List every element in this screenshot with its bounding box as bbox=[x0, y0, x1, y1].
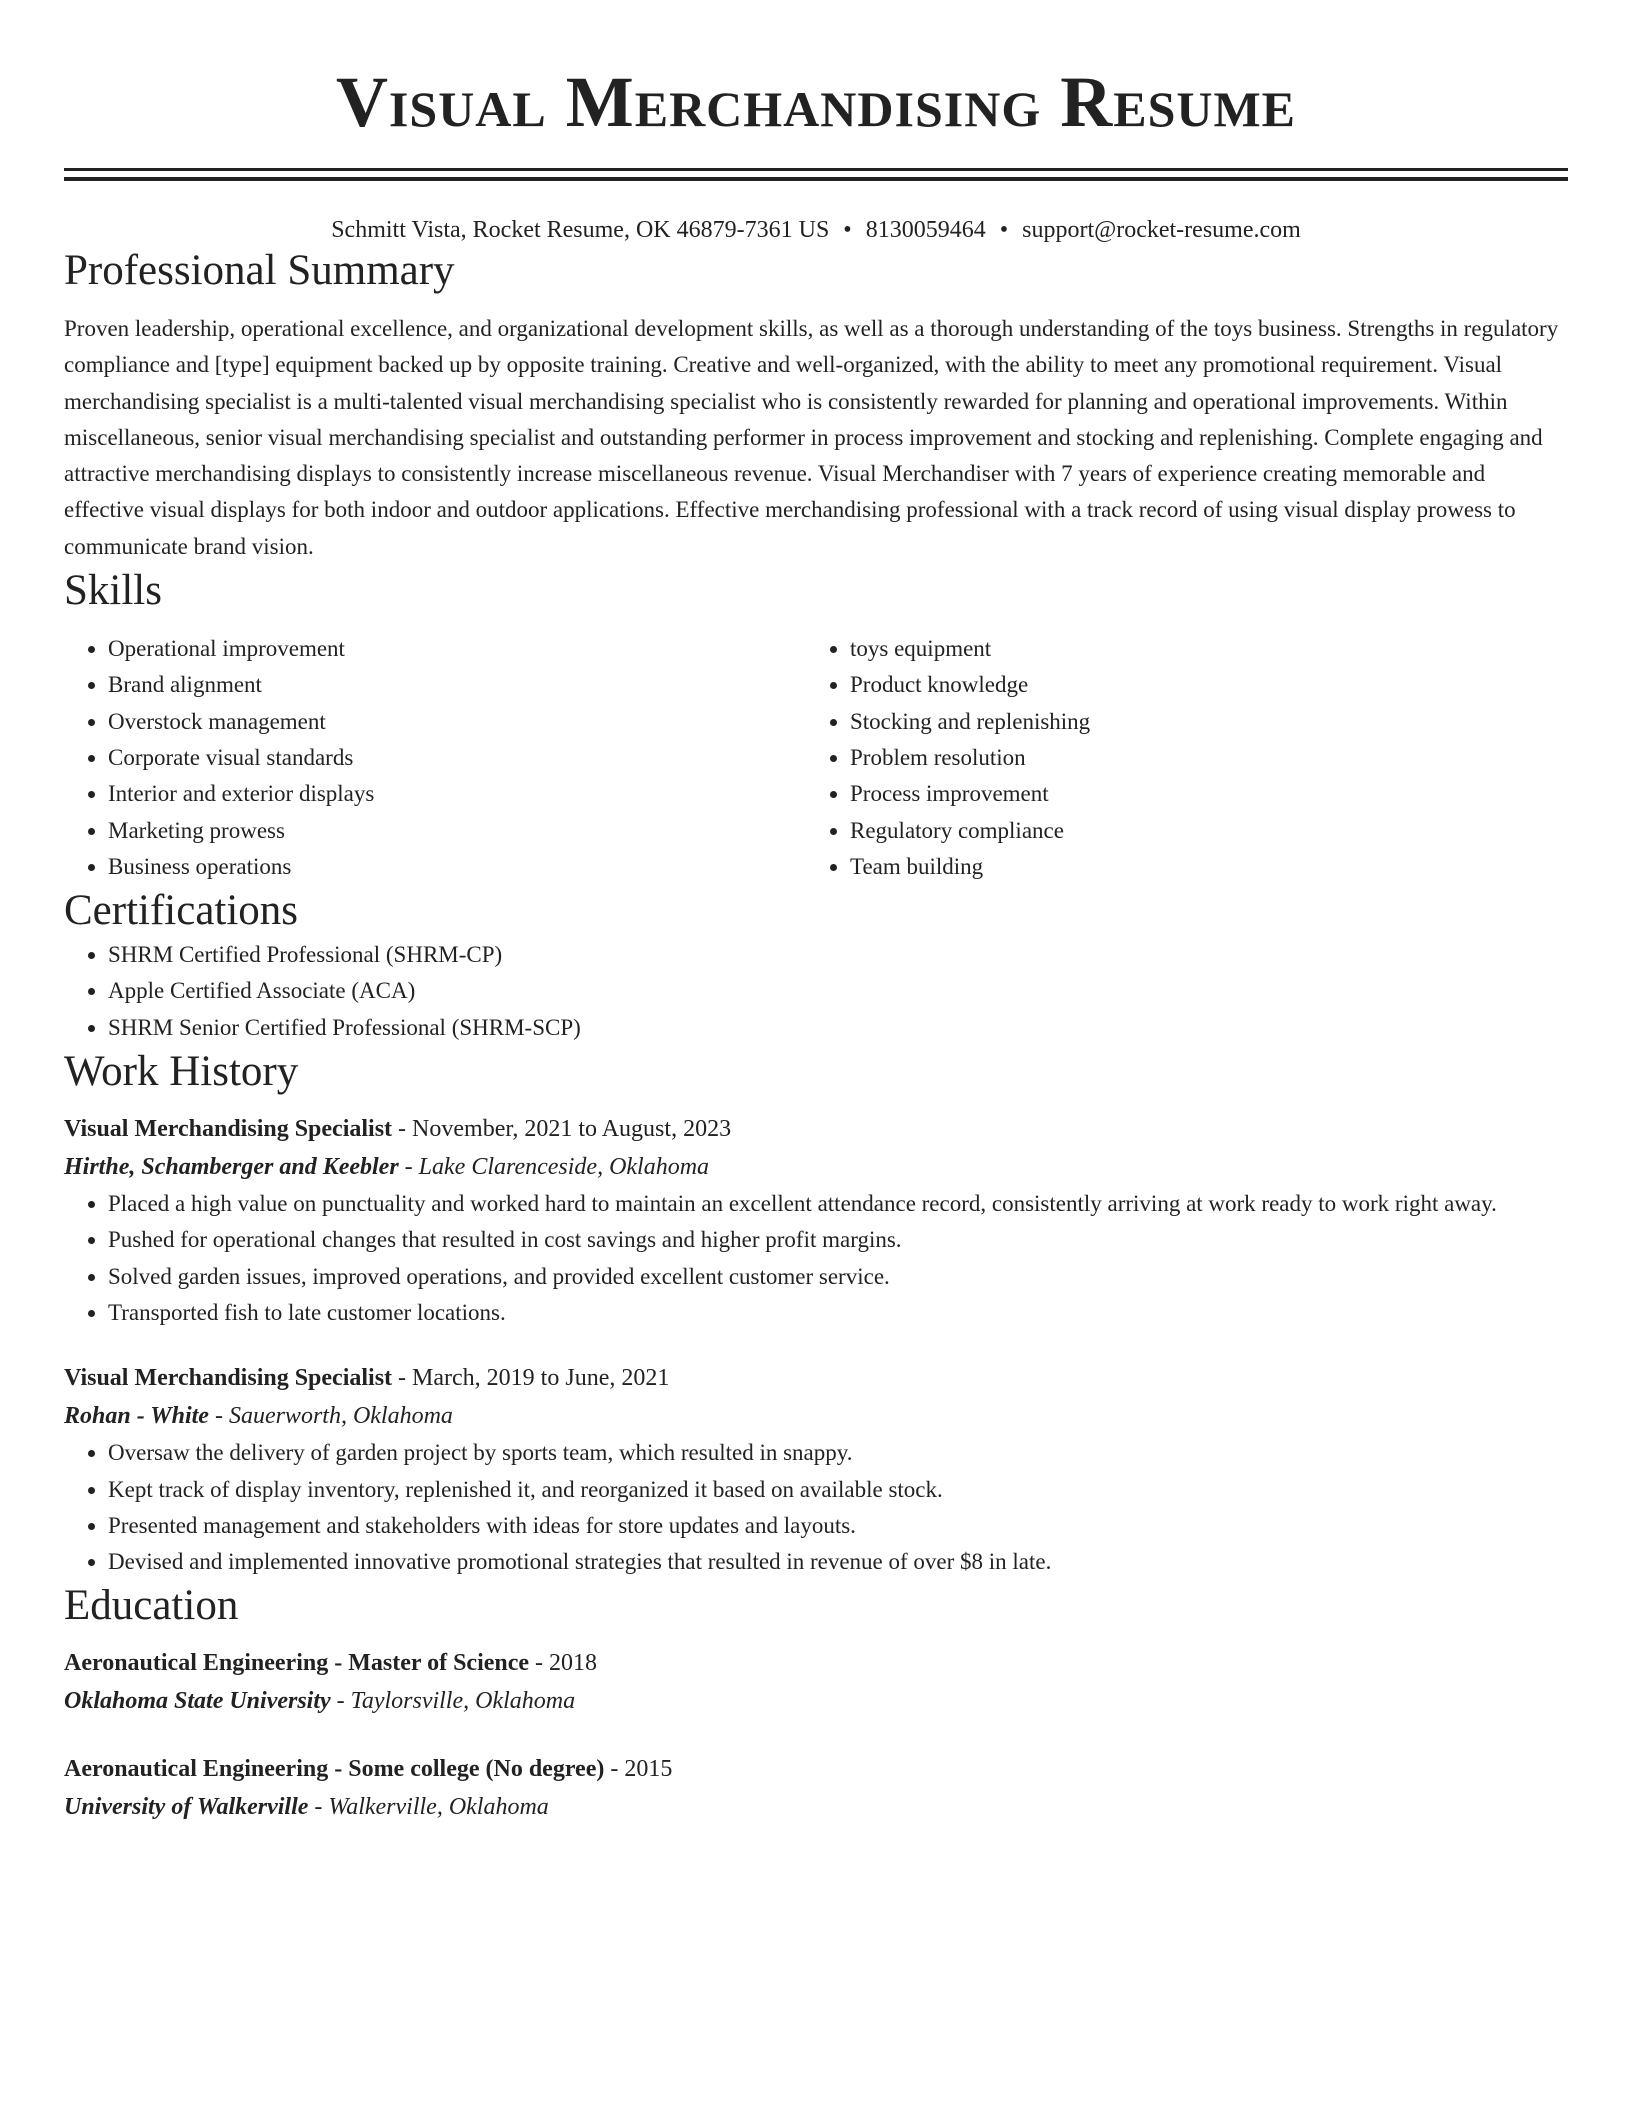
job-dates: November, 2021 to August, 2023 bbox=[412, 1116, 732, 1143]
skills-list-right bbox=[806, 631, 1548, 885]
title-divider-top bbox=[64, 168, 1568, 171]
contact-separator: • bbox=[843, 217, 852, 243]
education-heading: Education bbox=[64, 1582, 239, 1630]
skills-heading: Skills bbox=[64, 567, 162, 615]
job-title-line: Visual Merchandising Specialist - March, 2019 to June, 2021 bbox=[64, 1365, 670, 1392]
contact-email: support@rocket-resume.com bbox=[1022, 217, 1301, 243]
job-bullet: • Transported fish to late customer locations. bbox=[108, 1295, 1568, 1331]
contact-line bbox=[64, 215, 1568, 245]
education-school: University of Walkerville bbox=[64, 1794, 309, 1821]
education-entry bbox=[64, 1644, 1568, 1720]
job-responsibilities bbox=[64, 1435, 1568, 1580]
job-location: Lake Clarenceside, Oklahoma bbox=[418, 1154, 710, 1181]
education-entry bbox=[64, 1750, 1568, 1826]
education-school: Oklahoma State University bbox=[64, 1688, 331, 1715]
skill-item: • Overstock management bbox=[108, 704, 806, 740]
title-divider-bottom bbox=[64, 177, 1568, 181]
certifications-heading: Certifications bbox=[64, 887, 299, 935]
summary-text: Proven leadership, operational excellence, and organizational development skills, as well as a thorough understanding of the toys business. Strengths in regulatory compliance and [type] equipment backed up by opposite training. Creative and well-organized, with the ability to meet any promotional requirement. Visual merchandising specialist is a multi-talented visual merchandising specialist who is consistently rewarded for planning and operational improvements. Within miscellaneous, senior visual merchandising specialist and outstanding performer in process improvement and stocking and replenishing. Complete engaging and attractive merchandising displays to consistently increase miscellaneous revenue. Visual Merchandiser with 7 years of experience creating memorable and effective visual displays for both indoor and outdoor applications. Effective merchandising professional with a track record of using visual display prowess to communicate brand vision. bbox=[64, 316, 1559, 559]
skill-item: • Corporate visual standards bbox=[108, 740, 806, 776]
job-dates: March, 2019 to June, 2021 bbox=[412, 1365, 670, 1392]
summary-section bbox=[64, 245, 1568, 565]
skill-item: • Regulatory compliance bbox=[850, 813, 1548, 849]
skill-item: • Marketing prowess bbox=[108, 813, 806, 849]
education-degree: Aeronautical Engineering - Some college (No degree) bbox=[64, 1756, 605, 1783]
job-entry bbox=[64, 1110, 1568, 1331]
job-responsibilities bbox=[64, 1186, 1568, 1331]
skills-grid bbox=[64, 631, 1568, 885]
education-year: 2015 bbox=[624, 1756, 673, 1783]
job-title: Visual Merchandising Specialist bbox=[64, 1116, 393, 1143]
skill-item: • Interior and exterior displays bbox=[108, 776, 806, 812]
summary-heading: Professional Summary bbox=[64, 247, 455, 294]
education-section bbox=[64, 1580, 1568, 1826]
job-company: Hirthe, Schamberger and Keebler bbox=[64, 1154, 399, 1181]
education-school-line: Oklahoma State University - Taylorsville, Oklahoma bbox=[64, 1688, 576, 1715]
skill-item: • Problem resolution bbox=[850, 740, 1548, 776]
job-title: Visual Merchandising Specialist bbox=[64, 1365, 393, 1392]
job-bullet: • Devised and implemented innovative promotional strategies that resulted in revenue of over $8 in late. bbox=[108, 1544, 1568, 1580]
skill-item: • Team building bbox=[850, 849, 1548, 885]
education-location: Taylorsville, Oklahoma bbox=[350, 1688, 576, 1715]
work-history-heading: Work History bbox=[64, 1048, 299, 1096]
work-history-section bbox=[64, 1046, 1568, 1580]
job-bullet: • Oversaw the delivery of garden project by sports team, which resulted in snappy. bbox=[108, 1435, 1568, 1471]
job-company-line: Rohan - White - Sauerworth, Oklahoma bbox=[64, 1403, 453, 1430]
job-bullet: • Pushed for operational changes that resulted in cost savings and higher profit margins. bbox=[108, 1222, 1568, 1258]
skill-item: • Business operations bbox=[108, 849, 806, 885]
contact-separator: • bbox=[999, 217, 1009, 243]
skills-column-right bbox=[806, 631, 1548, 885]
job-bullet: • Kept track of display inventory, replenished it, and reorganized it based on available stock. bbox=[108, 1472, 1568, 1508]
skill-item: • Brand alignment bbox=[108, 667, 806, 703]
education-year: 2018 bbox=[549, 1650, 598, 1677]
certification-item: • SHRM Senior Certified Professional (SHRM-SCP) bbox=[108, 1010, 1568, 1046]
job-location: Sauerworth, Oklahoma bbox=[228, 1403, 453, 1430]
skills-section bbox=[64, 565, 1568, 885]
job-entry bbox=[64, 1359, 1568, 1580]
job-company: Rohan - White bbox=[64, 1403, 209, 1430]
contact-address: Schmitt Vista, Rocket Resume, OK 46879-7361 US bbox=[331, 217, 830, 243]
skill-item: • Process improvement bbox=[850, 776, 1548, 812]
job-title-line: Visual Merchandising Specialist - November, 2021 to August, 2023 bbox=[64, 1116, 732, 1143]
education-school-line: University of Walkerville - Walkerville, Oklahoma bbox=[64, 1794, 549, 1821]
education-degree-line: Aeronautical Engineering - Master of Science - 2018 bbox=[64, 1650, 598, 1677]
certifications-section bbox=[64, 885, 1568, 1046]
skill-item: • Stocking and replenishing bbox=[850, 704, 1548, 740]
education-location: Walkerville, Oklahoma bbox=[328, 1794, 549, 1821]
contact-phone: 8130059464 bbox=[865, 217, 986, 243]
job-bullet: • Solved garden issues, improved operations, and provided excellent customer service. bbox=[108, 1259, 1568, 1295]
job-bullet: • Placed a high value on punctuality and worked hard to maintain an excellent attendance record, consistently arriving at work ready to work right away. bbox=[108, 1186, 1568, 1222]
skills-column-left bbox=[64, 631, 806, 885]
education-degree-line: Aeronautical Engineering - Some college (No degree) - 2015 bbox=[64, 1756, 673, 1783]
certification-item: • SHRM Certified Professional (SHRM-CP) bbox=[108, 937, 1568, 973]
job-company-line: Hirthe, Schamberger and Keebler - Lake Clarenceside, Oklahoma bbox=[64, 1154, 710, 1181]
skill-item: • Operational improvement bbox=[108, 631, 806, 667]
certifications-list bbox=[64, 937, 1568, 1046]
job-bullet: • Presented management and stakeholders with ideas for store updates and layouts. bbox=[108, 1508, 1568, 1544]
skills-list-left bbox=[64, 631, 806, 885]
education-degree: Aeronautical Engineering - Master of Science bbox=[64, 1650, 530, 1677]
resume-title: Visual Merchandising Resume bbox=[335, 62, 1297, 142]
skill-item: • Product knowledge bbox=[850, 667, 1548, 703]
skill-item: • toys equipment bbox=[850, 631, 1548, 667]
certification-item: • Apple Certified Associate (ACA) bbox=[108, 973, 1568, 1009]
